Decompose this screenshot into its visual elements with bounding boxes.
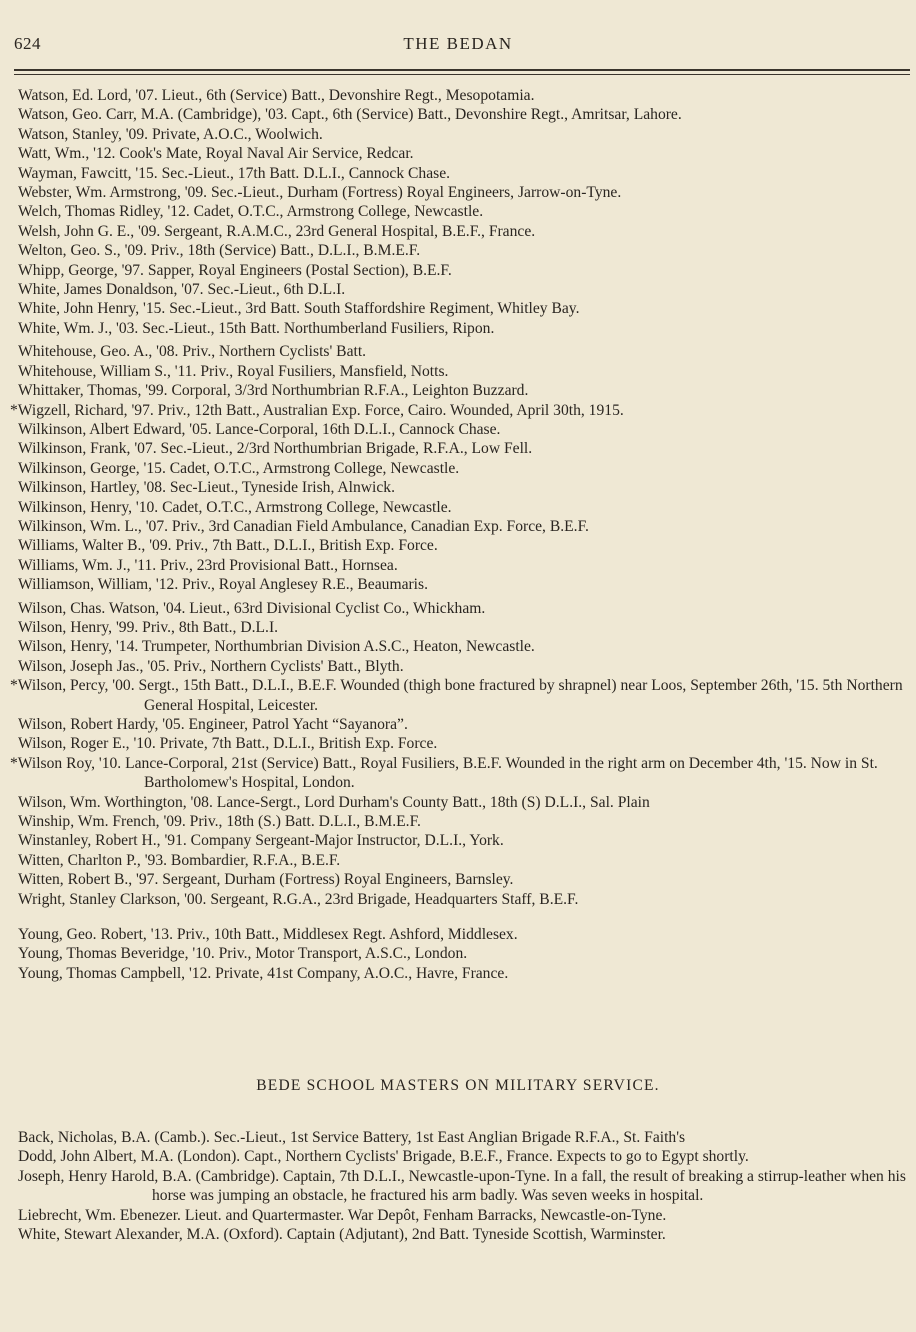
- list-item: Watson, Ed. Lord, '07. Lieut., 6th (Service) Batt., Devonshire Regt., Mesopotamia.: [18, 87, 535, 104]
- list-item: Wilson, Roger E., '10. Private, 7th Batt., D.L.I., British Exp. Force.: [18, 735, 438, 753]
- section-title: BEDE SCHOOL MASTERS ON MILITARY SERVICE.: [256, 1077, 660, 1094]
- list-item: Wilson, Wm. Worthington, '08. Lance-Sergt., Lord Durham's County Batt., 18th (S) D.L.I., Sal. Plain: [18, 793, 650, 811]
- list-item: Watt, Wm., '12. Cook's Mate, Royal Naval Air Service, Redcar.: [18, 145, 414, 163]
- list-item: White, Stewart Alexander, M.A. (Oxford). Captain (Adjutant), 2nd Batt. Tyneside Scottish, Warminster.: [18, 1226, 666, 1244]
- list-item: Winship, Wm. French, '09. Priv., 18th (S.) Batt. D.L.I., B.M.E.F.: [18, 813, 421, 831]
- list-item: Wilkinson, Frank, '07. Sec.-Lieut., 2/3rd Northumbrian Brigade, R.F.A., Low Fell.: [18, 440, 533, 458]
- page-header: [0, 34, 916, 58]
- list-item: Williams, Walter B., '09. Priv., 7th Batt., D.L.I., British Exp. Force.: [18, 537, 438, 555]
- list-item: Williamson, William, '12. Priv., Royal Anglesey R.E., Beaumaris.: [18, 576, 428, 594]
- list-item: Wilson, Henry, '99. Priv., 8th Batt., D.L.I.: [18, 618, 279, 636]
- list-item: Whittaker, Thomas, '99. Corporal, 3/3rd Northumbrian R.F.A., Leighton Buzzard.: [18, 382, 529, 400]
- list-item: Wilson, Henry, '14. Trumpeter, Northumbrian Division A.S.C., Heaton, Newcastle.: [18, 638, 535, 656]
- list-item: Dodd, John Albert, M.A. (London). Capt., Northern Cyclists' Brigade, B.E.F., France. Expects to go to Egypt shortly.: [18, 1148, 749, 1166]
- list-item: Wilson, Joseph Jas., '05. Priv., Northern Cyclists' Batt., Blyth.: [18, 657, 404, 675]
- list-item: Williams, Wm. J., '11. Priv., 23rd Provisional Batt., Hornsea.: [18, 556, 398, 574]
- list-item: Wright, Stanley Clarkson, '00. Sergeant, R.G.A., 23rd Brigade, Headquarters Staff, B.E.F.: [18, 890, 579, 908]
- running-title: THE BEDAN: [403, 34, 513, 53]
- list-item: Welton, Geo. S., '09. Priv., 18th (Service) Batt., D.L.I., B.M.E.F.: [18, 242, 421, 260]
- old-boys-list: [10, 86, 914, 983]
- masters-list: [18, 1128, 914, 1244]
- list-item: Winstanley, Robert H., '91. Company Sergeant-Major Instructor, D.L.I., York.: [18, 832, 504, 850]
- header-rule: [14, 69, 910, 75]
- list-item: Welch, Thomas Ridley, '12. Cadet, O.T.C., Armstrong College, Newcastle.: [18, 203, 484, 221]
- list-item: Joseph, Henry Harold, B.A. (Cambridge). Captain, 7th D.L.I., Newcastle-upon-Tyne. In a fall, the result of breaking a stirrup-leather when his horse was jumping an obstacle, he fractured his arm badly. Was seven weeks in hospital.: [18, 1167, 906, 1205]
- list-item: Young, Geo. Robert, '13. Priv., 10th Batt., Middlesex Regt. Ashford, Middlesex.: [18, 926, 518, 944]
- list-item: Liebrecht, Wm. Ebenezer. Lieut. and Quartermaster. War Depôt, Fenham Barracks, Newcastle-on-Tyne.: [18, 1206, 667, 1224]
- list-item: Wilson, Chas. Watson, '04. Lieut., 63rd Divisional Cyclist Co., Whickham.: [18, 599, 486, 617]
- list-item: Whitehouse, Geo. A., '08. Priv., Northern Cyclists' Batt.: [18, 343, 367, 361]
- list-item: Young, Thomas Campbell, '12. Private, 41st Company, A.O.C., Havre, France.: [18, 964, 509, 982]
- list-item: Witten, Robert B., '97. Sergeant, Durham (Fortress) Royal Engineers, Barnsley.: [18, 871, 514, 889]
- list-item: Wilson, Robert Hardy, '05. Engineer, Patrol Yacht “Sayanora”.: [18, 716, 408, 733]
- list-item: Watson, Geo. Carr, M.A. (Cambridge), '03. Capt., 6th (Service) Batt., Devonshire Regt., Amritsar, Lahore.: [18, 106, 682, 124]
- list-item: Witten, Charlton P., '93. Bombardier, R.F.A., B.E.F.: [18, 851, 341, 869]
- list-item: Back, Nicholas, B.A. (Camb.). Sec.-Lieut., 1st Service Battery, 1st East Anglian Brigade R.F.A., St. Faith's: [18, 1129, 686, 1146]
- list-item: Webster, Wm. Armstrong, '09. Sec.-Lieut., Durham (Fortress) Royal Engineers, Jarrow-on-Tyne.: [18, 184, 622, 202]
- list-item: Welsh, John G. E., '09. Sergeant, R.A.M.C., 23rd General Hospital, B.E.F., France.: [18, 222, 536, 240]
- list-item: Whipp, George, '97. Sapper, Royal Engineers (Postal Section), B.E.F.: [18, 261, 452, 279]
- list-item: Wilkinson, George, '15. Cadet, O.T.C., Armstrong College, Newcastle.: [18, 459, 460, 477]
- list-item: White, Wm. J., '03. Sec.-Lieut., 15th Batt. Northumberland Fusiliers, Ripon.: [18, 319, 495, 337]
- list-item: Wilkinson, Wm. L., '07. Priv., 3rd Canadian Field Ambulance, Canadian Exp. Force, B.E.F.: [18, 517, 589, 535]
- list-item: *Wilson, Percy, '00. Sergt., 15th Batt., D.L.I., B.E.F. Wounded (thigh bone fractured by shrapnel) near Loos, September 26th, '15. 5th Northern General Hospital, Leicester.: [10, 677, 903, 714]
- list-item: White, James Donaldson, '07. Sec.-Lieut., 6th D.L.I.: [18, 281, 346, 299]
- list-item: Wayman, Fawcitt, '15. Sec.-Lieut., 17th Batt. D.L.I., Cannock Chase.: [18, 164, 451, 182]
- page-number: 624: [14, 34, 41, 53]
- list-item: Whitehouse, William S., '11. Priv., Royal Fusiliers, Mansfield, Notts.: [18, 362, 449, 380]
- list-item: White, John Henry, '15. Sec.-Lieut., 3rd Batt. South Staffordshire Regiment, Whitley Bay.: [18, 300, 580, 318]
- list-item: *Wigzell, Richard, '97. Priv., 12th Batt., Australian Exp. Force, Cairo. Wounded, April 30th, 1915.: [10, 401, 624, 419]
- list-item: Young, Thomas Beveridge, '10. Priv., Motor Transport, A.S.C., London.: [18, 945, 468, 963]
- list-item: *Wilson Roy, '10. Lance-Corporal, 21st (Service) Batt., Royal Fusiliers, B.E.F. Wounded in the right arm on December 4th, '15. Now in St. Bartholomew's Hospital, London.: [10, 754, 878, 792]
- list-item: Wilkinson, Henry, '10. Cadet, O.T.C., Armstrong College, Newcastle.: [18, 498, 452, 516]
- list-item: Wilkinson, Albert Edward, '05. Lance-Corporal, 16th D.L.I., Cannock Chase.: [18, 420, 501, 438]
- list-item: Watson, Stanley, '09. Private, A.O.C., Woolwich.: [18, 125, 323, 143]
- list-item: Wilkinson, Hartley, '08. Sec-Lieut., Tyneside Irish, Alnwick.: [18, 479, 396, 497]
